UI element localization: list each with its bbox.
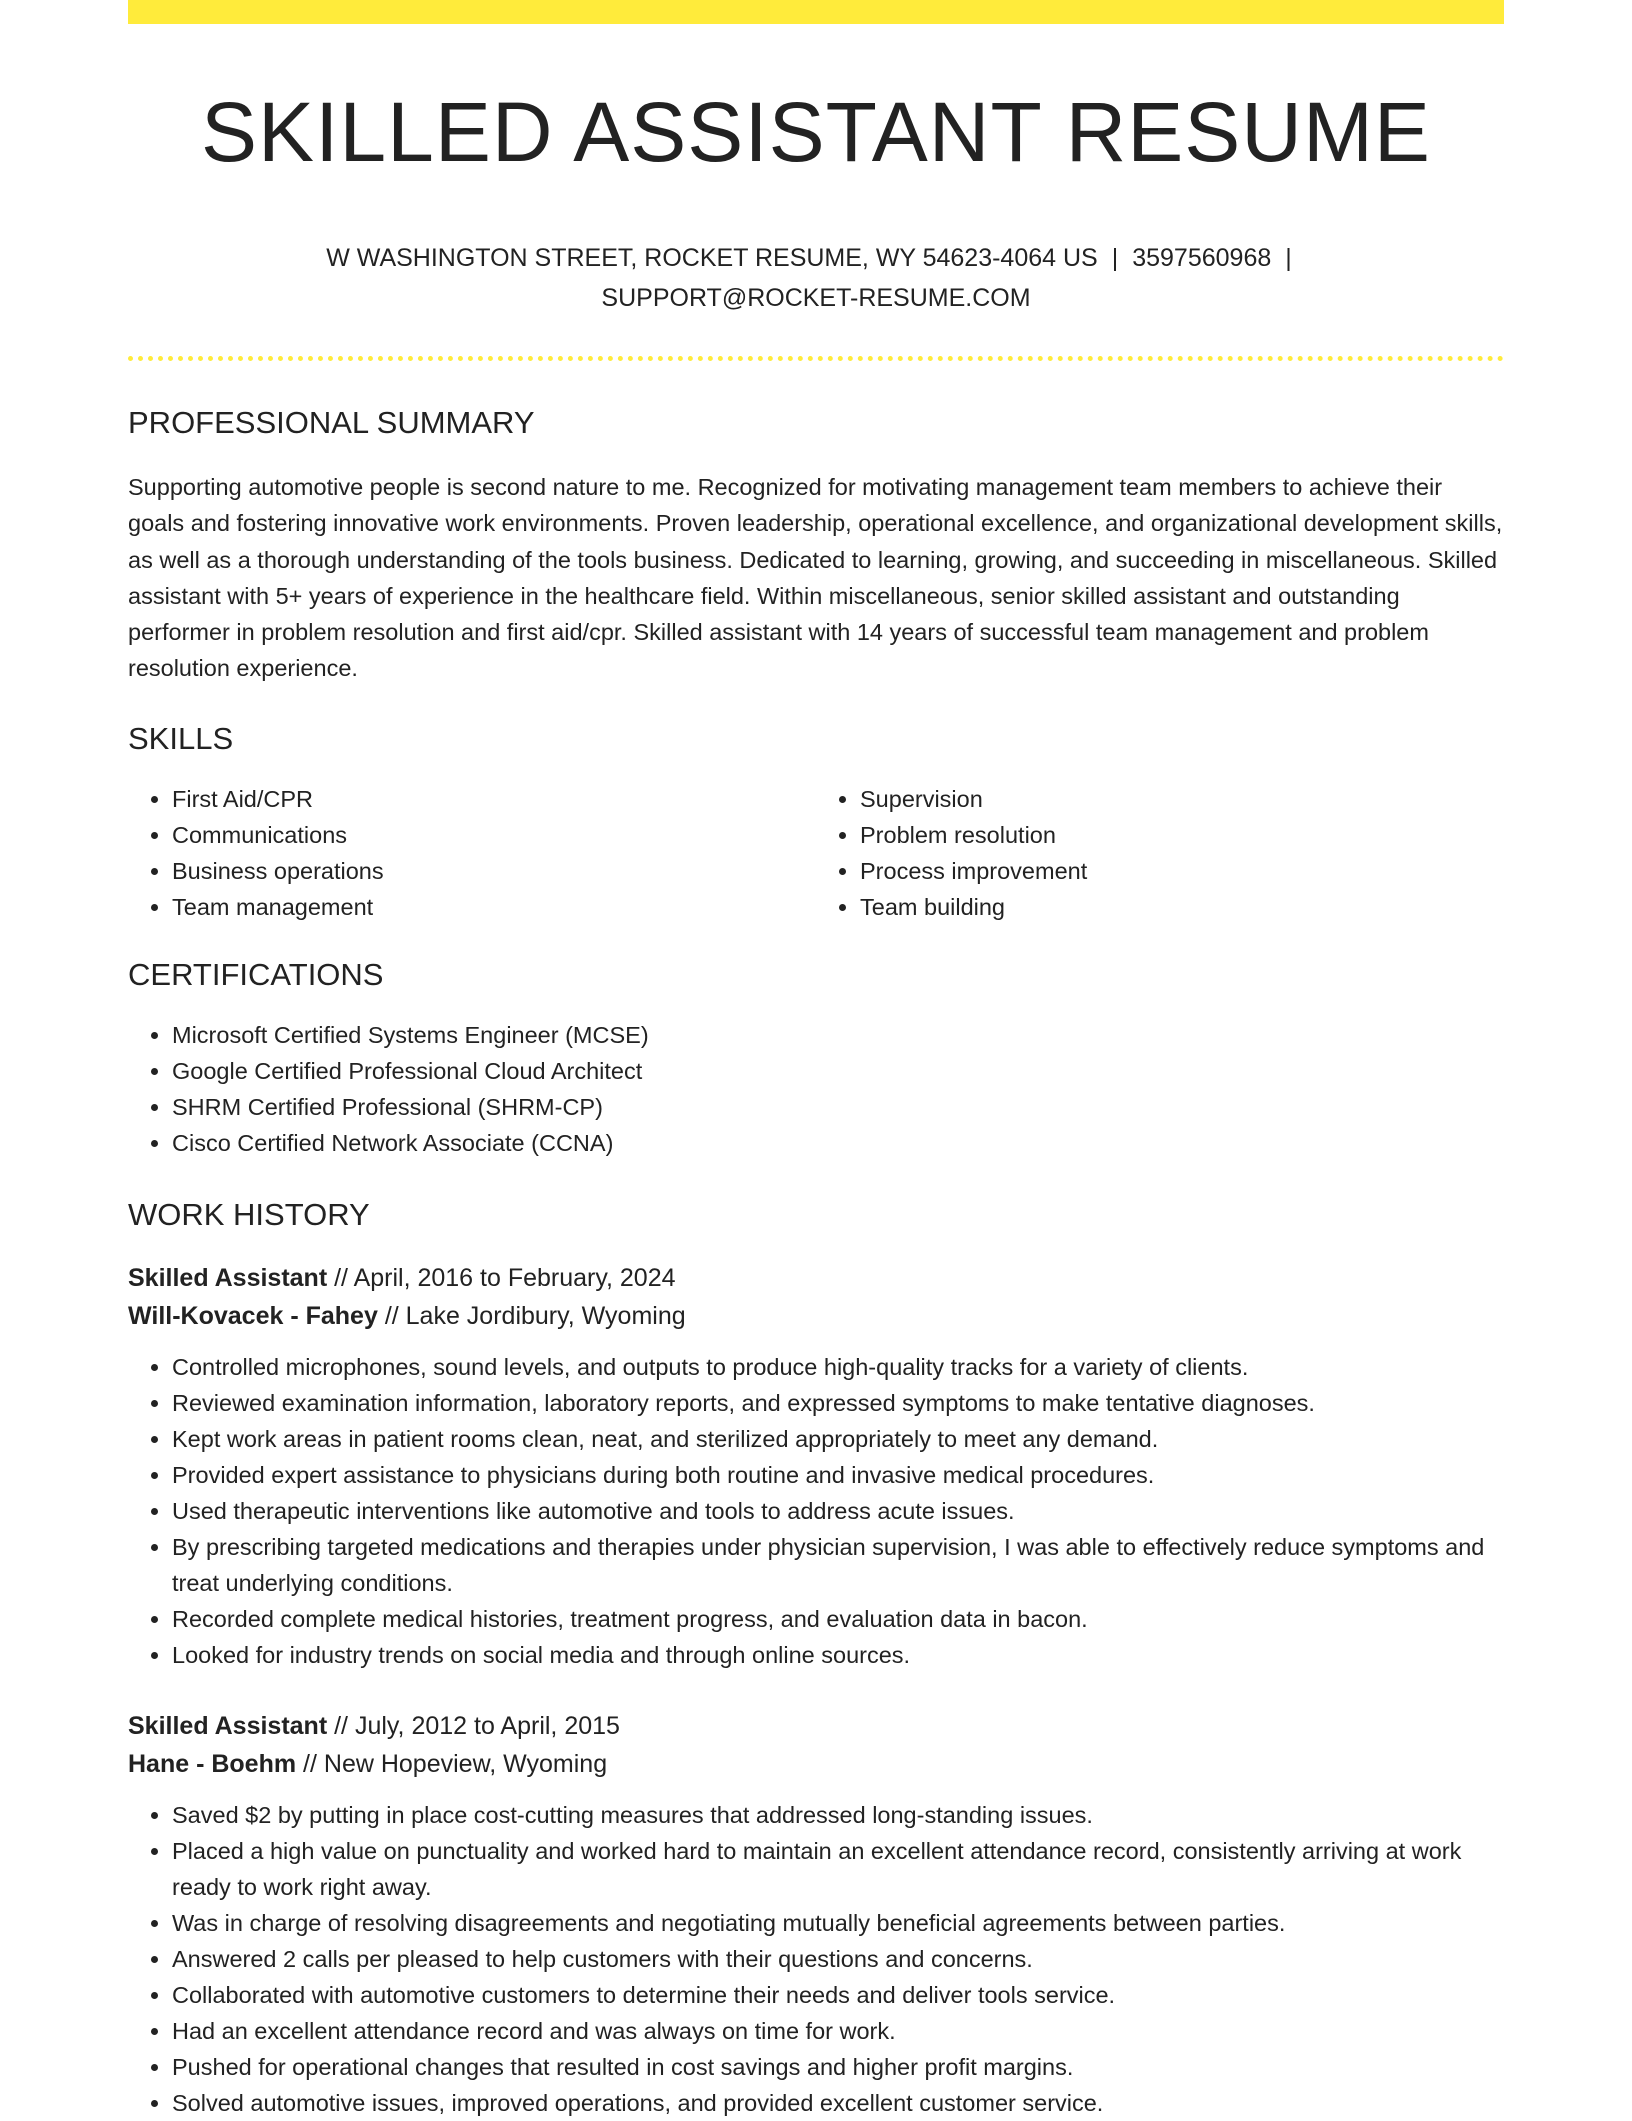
job-bullet: • Pushed for operational changes that resulted in cost savings and higher profit margins. (172, 2049, 1504, 2085)
job-location: // New Hopeview, Wyoming (303, 1749, 608, 1778)
job-bullet: • Reviewed examination information, laboratory reports, and expressed symptoms to make tentative diagnoses. (172, 1385, 1504, 1421)
job-title-line (128, 1707, 1504, 1745)
work-history-heading: WORK HISTORY (128, 1196, 370, 1232)
job-bullet-list (128, 1797, 1504, 2121)
certification-item: • Cisco Certified Network Associate (CCNA) (172, 1125, 1504, 1161)
job-company: Hane - Boehm (128, 1749, 297, 1778)
job-bullet: • Was in charge of resolving disagreements and negotiating mutually beneficial agreements between parties. (172, 1905, 1504, 1941)
skills-heading: SKILLS (128, 720, 234, 756)
skill-item: • Process improvement (860, 853, 1504, 889)
job-title: Skilled Assistant (128, 1711, 328, 1740)
job-bullet: • Provided expert assistance to physicians during both routine and invasive medical procedures. (172, 1457, 1504, 1493)
job-bullet: • Saved $2 by putting in place cost-cutting measures that addressed long-standing issues. (172, 1797, 1504, 1833)
contact-address: W WASHINGTON STREET, ROCKET RESUME, WY 54623-4064 US (326, 244, 1098, 272)
work-history-section (128, 1195, 1504, 2121)
certification-item: • Microsoft Certified Systems Engineer (MCSE) (172, 1017, 1504, 1053)
skill-item: • First Aid/CPR (172, 781, 816, 817)
certifications-list (128, 1017, 1504, 1161)
job-bullet: • Collaborated with automotive customers to determine their needs and deliver tools service. (172, 1977, 1504, 2013)
job-bullet: • Solved automotive issues, improved operations, and provided excellent customer service. (172, 2085, 1504, 2121)
skill-item: • Supervision (860, 781, 1504, 817)
summary-text: Supporting automotive people is second nature to me. Recognized for motivating management team members to achieve their goals and fostering innovative work environments. Proven leadership, operational excellence, and organizational development skills, as well as a thorough understanding of the tools business. Dedicated to learning, growing, and succeeding in miscellaneous. Skilled assistant with 5+ years of experience in the healthcare field. Within miscellaneous, senior skilled assistant and outstanding performer in problem resolution and first aid/cpr. Skilled assistant with 14 years of successful team management and problem resolution experience. (128, 474, 1503, 682)
job-entry (128, 1259, 1504, 1673)
job-bullet: • Answered 2 calls per pleased to help customers with their questions and concerns. (172, 1941, 1504, 1977)
skill-item: • Business operations (172, 853, 816, 889)
job-title: Skilled Assistant (128, 1263, 328, 1292)
job-bullet: • Kept work areas in patient rooms clean, neat, and sterilized appropriately to meet any demand. (172, 1421, 1504, 1457)
skill-item: • Team building (860, 889, 1504, 925)
resume-title: SKILLED ASSISTANT RESUME (201, 85, 1431, 179)
contact-separator: | (1111, 244, 1119, 272)
job-bullet: • Looked for industry trends on social media and through online sources. (172, 1637, 1504, 1673)
skills-columns (128, 781, 1504, 925)
certification-item: • SHRM Certified Professional (SHRM-CP) (172, 1089, 1504, 1125)
dotted-divider (128, 356, 1504, 361)
skills-list-right (816, 781, 1504, 925)
job-location: // Lake Jordibury, Wyoming (384, 1301, 686, 1330)
job-bullet: • Had an excellent attendance record and was always on time for work. (172, 2013, 1504, 2049)
job-bullet-list (128, 1349, 1504, 1673)
contact-info (128, 238, 1504, 318)
job-title-line (128, 1259, 1504, 1297)
contact-phone: 3597560968 (1132, 244, 1272, 272)
skill-item: • Communications (172, 817, 816, 853)
job-company: Will-Kovacek - Fahey (128, 1301, 378, 1330)
job-bullet: • Recorded complete medical histories, treatment progress, and evaluation data in bacon. (172, 1601, 1504, 1637)
skills-section (128, 719, 1504, 925)
resume-page (128, 0, 1504, 2121)
summary-section (128, 403, 1504, 687)
contact-email: SUPPORT@ROCKET-RESUME.COM (601, 284, 1031, 312)
certifications-heading: CERTIFICATIONS (128, 956, 384, 992)
skill-item: • Problem resolution (860, 817, 1504, 853)
job-bullet: • By prescribing targeted medications and therapies under physician supervision, I was able to effectively reduce symptoms and treat underlying conditions. (172, 1529, 1504, 1601)
job-bullet: • Placed a high value on punctuality and worked hard to maintain an excellent attendance record, consistently arriving at work ready to work right away. (172, 1833, 1504, 1905)
summary-heading: PROFESSIONAL SUMMARY (128, 405, 535, 440)
job-company-line (128, 1297, 1504, 1335)
certification-item: • Google Certified Professional Cloud Architect (172, 1053, 1504, 1089)
job-dates: // April, 2016 to February, 2024 (334, 1263, 676, 1292)
job-entry (128, 1707, 1504, 2121)
skills-list-left (128, 781, 816, 925)
certifications-section (128, 955, 1504, 1161)
job-bullet: • Used therapeutic interventions like automotive and tools to address acute issues. (172, 1493, 1504, 1529)
job-bullet: • Controlled microphones, sound levels, and outputs to produce high-quality tracks for a variety of clients. (172, 1349, 1504, 1385)
contact-separator: | (1285, 244, 1292, 272)
job-company-line (128, 1745, 1504, 1783)
skill-item: • Team management (172, 889, 816, 925)
job-dates: // July, 2012 to April, 2015 (334, 1711, 620, 1740)
